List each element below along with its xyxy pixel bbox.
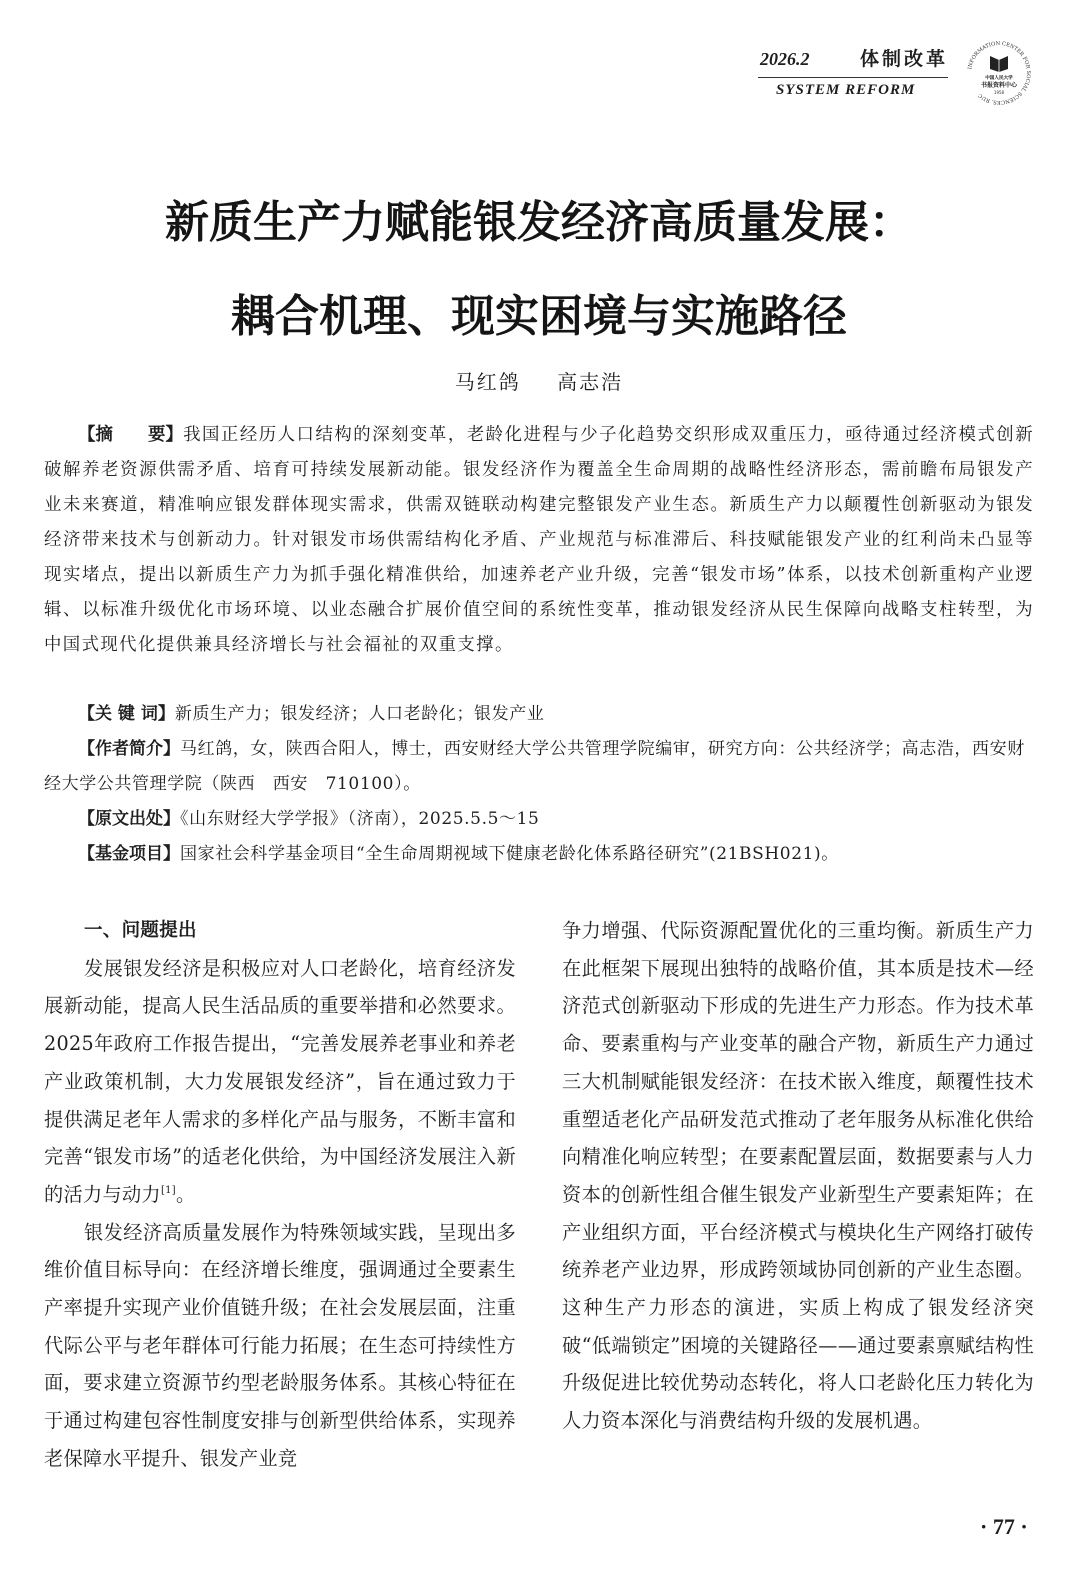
logo-name: 中国人民大学 bbox=[985, 76, 1013, 81]
author-name: 高志浩 bbox=[557, 370, 624, 394]
paragraph-text: 发展银发经济是积极应对人口老龄化，培育经济发展新动能，提高人民生活品质的重要举措和必然要求。2025年政府工作报告提出，“完善发展养老事业和养老产业政策机制，大力发展银发经济”，旨在通过致力于提供满足老年人需求的多样化产品与服务，不断丰富和完善“银发市场”的适老化供给，为中国经济发展注入新的活力与动力 bbox=[44, 956, 516, 1206]
body-column-right bbox=[562, 912, 1034, 1440]
fund-text: 国家社会科学基金项目“全生命周期视域下健康老龄化体系路径研究”(21BSH021)。 bbox=[180, 844, 839, 864]
section-heading: 一、问题提出 bbox=[84, 920, 197, 941]
author-info-text: 马红鸽，女，陕西合阳人，博士，西安财经大学公共管理学院编审，研究方向：公共经济学；高志浩，西安财经大学公共管理学院（陕西 西安 710100）。 bbox=[44, 739, 1025, 794]
keywords-label: 【关 键 词】 bbox=[78, 704, 175, 724]
author-name: 马红鸽 bbox=[454, 370, 521, 394]
running-header bbox=[758, 44, 948, 99]
abstract-label: 【摘 要】 bbox=[78, 425, 184, 445]
logo-year: 1958 bbox=[993, 90, 1005, 95]
source-text: 《山东财经大学学报》（济南），2025.5.5～15 bbox=[180, 809, 540, 829]
paragraph-end-punct: 。 bbox=[176, 1182, 196, 1206]
abstract-text: 我国正经历人口结构的深刻变革，老龄化进程与少子化趋势交织形成双重压力，亟待通过经济模式创新破解养老资源供需矛盾、培育可持续发展新动能。银发经济作为覆盖全生命周期的战略性经济形态，需前瞻布局银发产业未来赛道，精准响应银发群体现实需求，供需双链联动构建完整银发产业生态。新质生产力以颠覆性创新驱动为银发经济带来技术与创新动力。针对银发市场供需结构化矛盾、产业规范与标准滞后、科技赋能银发产业的红利尚未凸显等现实堵点，提出以新质生产力为抓手强化精准供给，加速养老产业升级，完善“银发市场”体系，以技术创新重构产业逻辑、以标准升级优化市场环境、以业态融合扩展价值空间的系统性变革，推动银发经济从民生保障向战略支柱转型，为中国式现代化提供兼具经济增长与社会福祉的双重支撑。 bbox=[44, 425, 1034, 655]
column-name: 体制改革 bbox=[859, 48, 948, 70]
keywords-row bbox=[44, 697, 1034, 732]
publisher-logo-icon bbox=[964, 38, 1034, 108]
logo-org: 书报资料中心 bbox=[980, 82, 1018, 89]
body-paragraph bbox=[44, 950, 516, 1214]
author-info-label: 【作者简介】 bbox=[78, 739, 180, 759]
book-icon bbox=[990, 56, 1008, 72]
body-paragraph: 争力增强、代际资源配置优化的三重均衡。新质生产力在此框架下展现出独特的战略价值，其本质是技术—经济范式创新驱动下形成的先进生产力形态。作为技术革命、要素重构与产业变革的融合产物，新质生产力通过三大机制赋能银发经济：在技术嵌入维度，颠覆性技术重塑适老化产品研发范式推动了老年服务从标准化供给向精准化响应转型；在要素配置层面，数据要素与人力资本的创新性组合催生银发产业新型生产要素矩阵；在产业组织方面，平台经济模式与模块化生产网络打破传统养老产业边界，形成跨领域协同创新的产业生态圈。这种生产力形态的演进，实质上构成了银发经济突破“低端锁定”困境的关键路径——通过要素禀赋结构性升级促进比较优势动态转化，将人口老龄化压力转化为人力资本深化与消费结构升级的发展机遇。 bbox=[562, 919, 1034, 1433]
column-name-en: SYSTEM REFORM bbox=[776, 82, 916, 98]
article-title-line-1: 新质生产力赋能银发经济高质量发展： bbox=[165, 197, 913, 248]
source-row bbox=[44, 802, 1034, 837]
header-top-line bbox=[758, 44, 948, 78]
article-title-line-2: 耦合机理、现实困境与实施路径 bbox=[231, 291, 847, 342]
article-metadata bbox=[44, 697, 1034, 872]
author-list bbox=[0, 366, 1078, 395]
body-column-left bbox=[44, 912, 516, 1478]
issue-number: 2026.2 bbox=[760, 49, 810, 69]
fund-label: 【基金项目】 bbox=[78, 844, 180, 864]
abstract bbox=[44, 418, 1034, 663]
author-info-row bbox=[44, 732, 1034, 802]
footnote-ref[interactable]: [1] bbox=[160, 1184, 177, 1196]
source-label: 【原文出处】 bbox=[78, 809, 180, 829]
keywords-text: 新质生产力；银发经济；人口老龄化；银发产业 bbox=[174, 704, 545, 724]
body-paragraph: 银发经济高质量发展作为特殊领域实践，呈现出多维价值目标导向：在经济增长维度，强调通过全要素生产率提升实现产业价值链升级；在社会发展层面，注重代际公平与老年群体可行能力拓展；在生态可持续性方面，要求建立资源节约型老龄服务体系。其核心特征在于通过构建包容性制度安排与创新型供给体系，实现养老保障水平提升、银发产业竞 bbox=[44, 1220, 516, 1470]
logo-ring-text: INFORMATION CENTER FOR SOCIAL SCIENCES, RUC bbox=[967, 40, 1032, 106]
page-number: · 77 · bbox=[980, 1514, 1028, 1539]
fund-row bbox=[44, 837, 1034, 872]
